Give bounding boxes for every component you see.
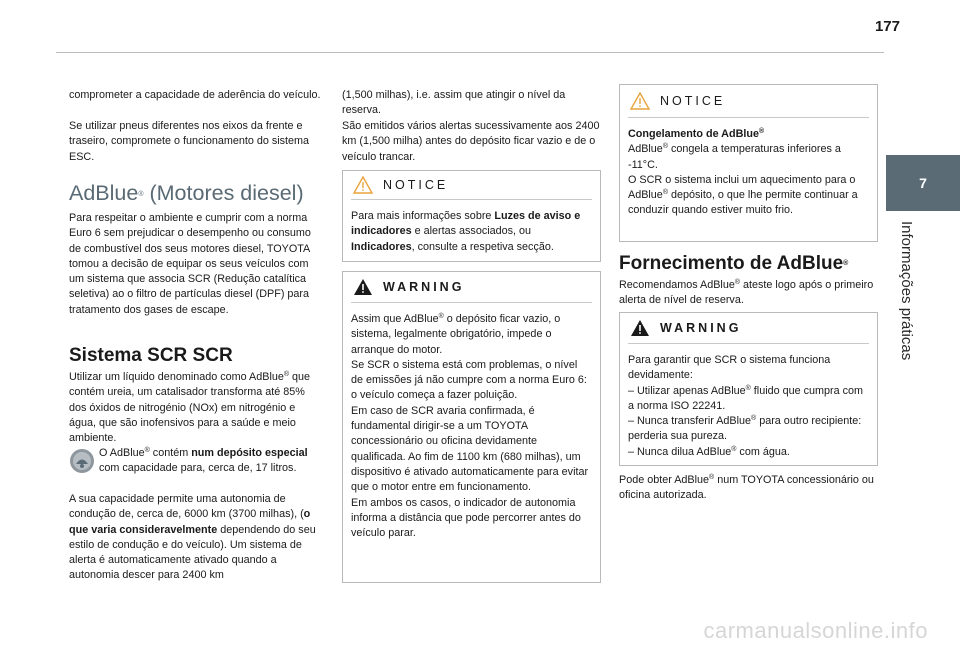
list-item: – Utilizar apenas AdBlue® fluido que cumpra com a norma ISO 22241. — [628, 384, 864, 412]
warning-box — [342, 271, 601, 583]
section-heading-supply: Fornecimento de AdBlue® — [619, 253, 849, 274]
notice-triangle-icon — [630, 92, 650, 110]
section-heading-adblue: AdBlue® (Motores diesel) — [69, 181, 304, 205]
divider — [628, 343, 869, 344]
header-rule — [56, 52, 884, 53]
warning-header — [343, 272, 600, 302]
warning-text: Em ambos os casos, o indicador de autonomia informa a distância que pode percorrer antes do veículo parar. — [351, 496, 581, 540]
list-item: – Nunca dilua AdBlue® com água. — [628, 445, 790, 458]
text: O AdBlue® contém — [99, 447, 192, 459]
warning-text: Se SCR o sistema está com problemas, o nível de emissões já não cumpre com a norma Euro 6: o veículo começa a fazer poluição. — [351, 358, 587, 402]
paragraph: São emitidos vários alertas sucessivamente aos 2400 km (1,500 milha) antes do depósito ficar vazio e de o veículo trancar. — [342, 120, 600, 163]
notice-title: NOTICE — [660, 94, 726, 108]
warning-text: Para garantir que SCR o sistema funciona devidamente: — [628, 354, 831, 382]
notice-header — [620, 85, 877, 117]
chapter-tab[interactable]: 7 — [886, 155, 960, 211]
paragraph — [69, 492, 325, 584]
text: com capacidade para, cerca de, 17 litros. — [99, 462, 297, 475]
notice-text: Para mais informações sobre Luzes de aviso e indicadores e alertas associados, ou Indicadores, consulte a respetiva secção. — [351, 210, 581, 253]
text: dependendo do seu estilo de condução e do veículo). Um sistema de alerta é automaticamente ativado quando a autonomia descer para 2400 km — [69, 523, 316, 582]
warning-text: Assim que AdBlue® o depósito ficar vazio, o sistema, legalmente obrigatório, impede o arranque do motor. — [351, 313, 561, 356]
warning-triangle-icon — [353, 278, 373, 296]
bold-text: num depósito especial — [191, 447, 308, 459]
notice-bold-title: Congelamento de AdBlue® — [628, 128, 765, 140]
paragraph: Recomendamos AdBlue® ateste logo após o primeiro alerta de nível de reserva. — [619, 279, 874, 307]
notice-header — [343, 171, 600, 199]
paragraph: comprometer a capacidade de aderência do veículo. — [69, 89, 321, 101]
warning-box — [619, 312, 878, 466]
notice-title: NOTICE — [383, 178, 449, 192]
divider — [351, 199, 592, 200]
notice-triangle-icon — [353, 176, 373, 194]
paragraph: (1,500 milhas), i.e. assim que atingir o nível da reserva. — [342, 89, 566, 117]
paragraph: Pode obter AdBlue® num TOYOTA concessionário ou oficina autorizada. — [619, 474, 874, 502]
chapter-title: Informações práticas — [898, 221, 915, 361]
paragraph: Utilizar um líquido denominado como AdBlue® que contém ureia, um catalisador transforma até 85% dos óxidos de nitrogénio (NOx) em nitrogénio e água, que são inofensivos para a saúde e meio ambiente. — [69, 371, 311, 445]
watermark: carmanualsonline.info — [703, 618, 928, 643]
notice-text: O SCR o sistema inclui um aquecimento para o AdBlue® depósito, o que lhe permite continuar a conduzir quando estiver muito frio. — [628, 173, 858, 217]
divider — [351, 302, 592, 303]
adblue-tank-paragraph — [69, 446, 325, 477]
paragraph: Para respeitar o ambiente e cumprir com a norma Euro 6 sem prejudicar o desempenho ou consumo de combustível dos seus motores diesel, TOYOTA tomou a decisão de equipar os seus veículos com um sistema que associa SCR (Redução catalítica seletiva) ao o filtro de partículas diesel (DPF) para tratamento dos gases de escape. — [69, 212, 311, 316]
notice-text: AdBlue® congela a temperaturas inferiores a -11°C. — [628, 143, 841, 171]
warning-text: Em caso de SCR avaria confirmada, é fundamental dirigir-se a um TOYOTA concessionário ou oficina devidamente qualificada. Ao fim de 1100 km (680 milhas), um dispositivo é ativado automaticamente para evitar que o motor entre em funcionamento. — [351, 404, 589, 494]
section-heading-scr: Sistema SCR SCR — [69, 345, 233, 366]
divider — [628, 117, 869, 118]
text: A sua capacidade permite uma autonomia de condução de, cerca de, 6000 km (3700 milhas), ( — [69, 493, 304, 521]
warning-triangle-icon — [630, 319, 650, 337]
warning-title: WARNING — [383, 280, 465, 294]
adblue-nozzle-icon — [69, 448, 95, 474]
page-number: 177 — [874, 18, 900, 35]
notice-box — [342, 170, 601, 262]
paragraph: Se utilizar pneus diferentes nos eixos da frente e traseiro, compromete o funcionamento do sistema ESC. — [69, 120, 310, 163]
notice-box — [619, 84, 878, 242]
bold-text: o que varia consideravelmente — [69, 508, 311, 536]
warning-header — [620, 313, 877, 343]
list-item: – Nunca transferir AdBlue® para outro recipiente: perderia sua pureza. — [628, 415, 862, 443]
warning-title: WARNING — [660, 321, 742, 335]
